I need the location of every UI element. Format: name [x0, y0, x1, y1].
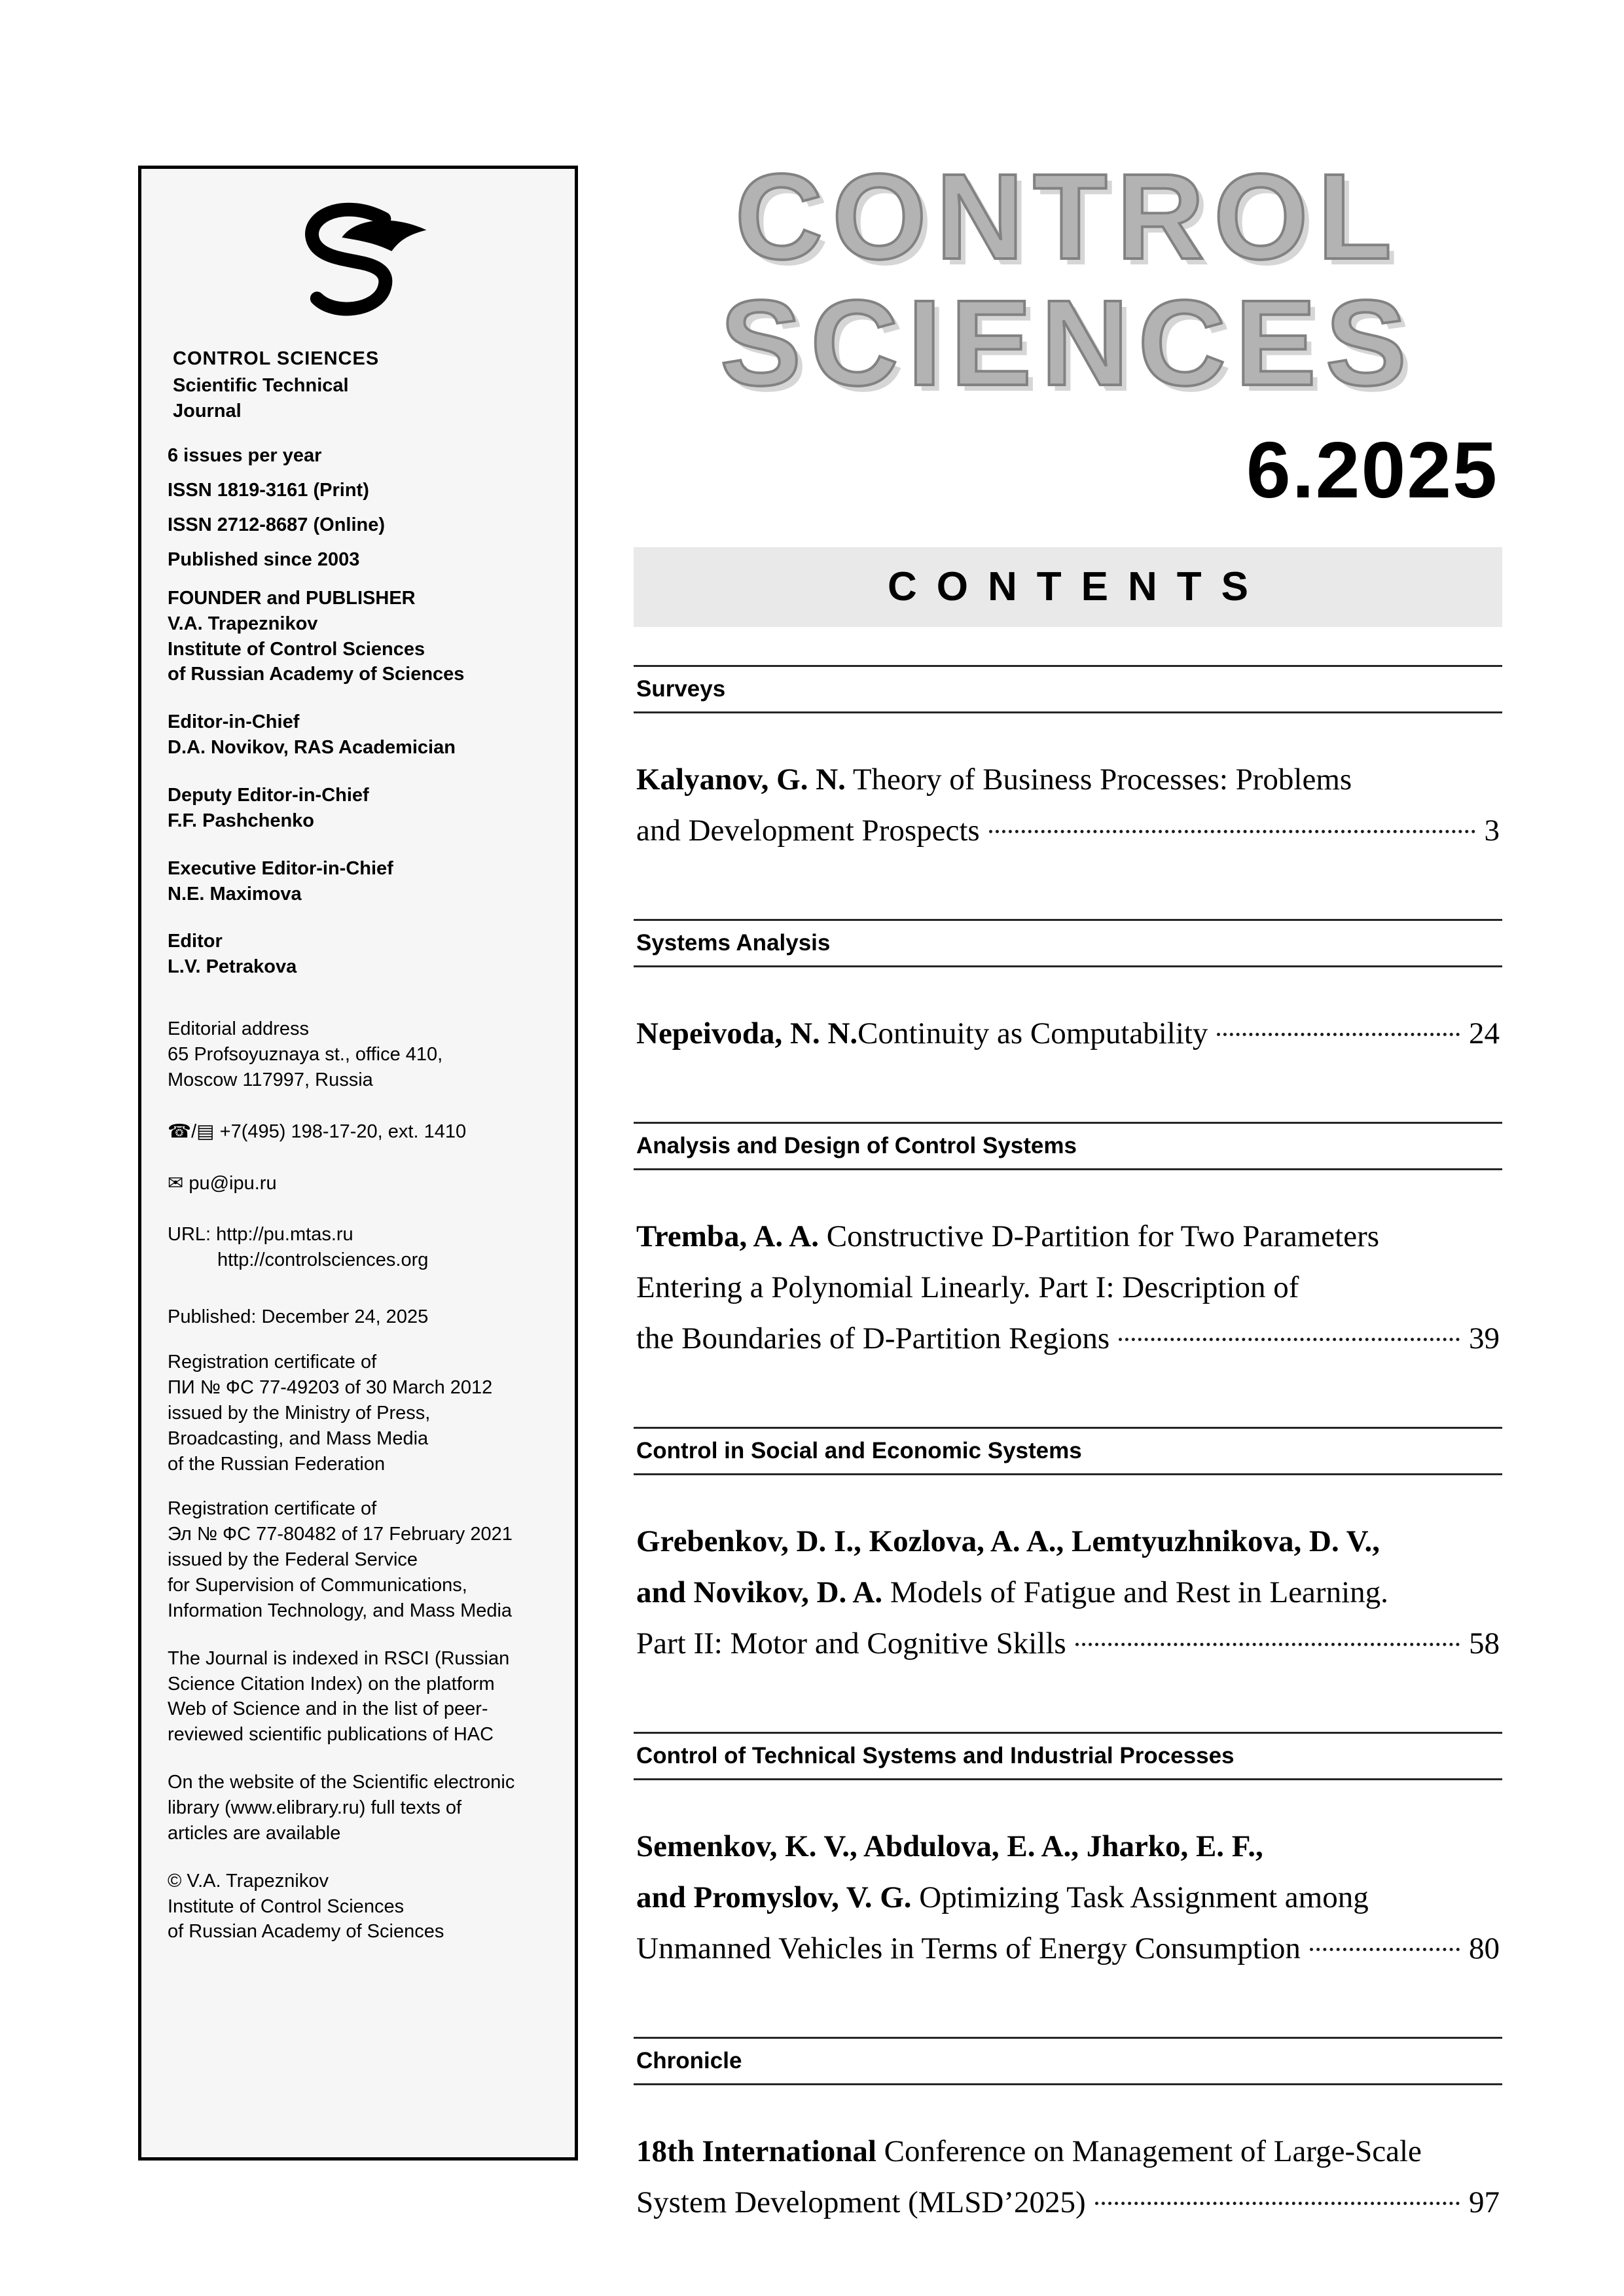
issues-per-year: 6 issues per year — [168, 445, 322, 467]
entry-title: Continuity as Computability — [857, 1016, 1208, 1050]
toc-entry — [634, 754, 1502, 856]
journal-name: CONTROL SCIENCES — [173, 348, 380, 369]
page-number: 97 — [1469, 2185, 1500, 2220]
entry-authors: and Novikov, D. A. — [636, 1575, 883, 1609]
toc-entry — [634, 1008, 1502, 1059]
toc-section-header — [634, 665, 1502, 713]
entry-title: Models of Fatigue and Rest in Learning. — [882, 1575, 1388, 1609]
toc-section-header — [634, 1427, 1502, 1475]
toc-section-label: Systems Analysis — [636, 929, 831, 956]
toc-section-header — [634, 919, 1502, 967]
entry-authors: Semenkov, K. V., Abdulova, E. A., Jharko, E. F., — [636, 1829, 1263, 1864]
editor-block: Editor L.V. Petrakova — [168, 931, 297, 978]
journal-info-sidebar — [138, 166, 578, 2161]
toc-section-header — [634, 1122, 1502, 1170]
toc-section-systems-analysis — [634, 919, 1502, 1059]
entry-title: Optimizing Task Assignment among — [911, 1880, 1369, 1915]
editor-in-chief-block: Editor-in-Chief D.A. Novikov, RAS Academician — [168, 711, 456, 759]
toc-section-header — [634, 2037, 1502, 2085]
toc-section-label: Analysis and Design of Control Systems — [636, 1132, 1077, 1158]
toc-entry — [634, 2126, 1502, 2228]
entry-title: the Boundaries of D-Partition Regions — [636, 1321, 1110, 1355]
toc-section-social-economic — [634, 1427, 1502, 1669]
entry-authors: 18th International — [636, 2134, 876, 2169]
toc-entry-line — [636, 1008, 1500, 1059]
dot-leader — [1217, 1033, 1460, 1036]
entry-authors: Nepeivoda, N. N. — [636, 1016, 858, 1050]
issn-online: ISSN 2712-8687 (Online) — [168, 514, 386, 536]
entry-title: Unmanned Vehicles in Terms of Energy Consumption — [636, 1931, 1301, 1966]
toc-entry-line — [636, 805, 1500, 856]
page-number: 39 — [1469, 1321, 1500, 1355]
indexing-note: The Journal is indexed in RSCI (Russian Science Citation Index) on the platform Web of Science and in the list of peer- reviewed scientific publications of HAC — [168, 1647, 510, 1746]
entry-title: Part II: Motor and Cognitive Skills — [636, 1626, 1066, 1660]
entry-authors: Kalyanov, G. N. — [636, 762, 846, 797]
journal-subtitle-line2: Journal — [173, 400, 242, 422]
journal-title-line2: SCIENCES — [720, 276, 1416, 412]
toc-section-label: Chronicle — [636, 2048, 742, 2074]
contents-heading — [634, 547, 1502, 627]
page-number: 58 — [1469, 1626, 1500, 1660]
editorial-address-block: Editorial address 65 Profsoyuznaya st., office 410, Moscow 117997, Russia — [168, 1018, 443, 1090]
toc-section-analysis-design — [634, 1122, 1502, 1364]
entry-title: Theory of Business Processes: Problems — [845, 762, 1352, 797]
toc-section-surveys — [634, 665, 1502, 856]
toc-section-chronicle — [634, 2037, 1502, 2228]
toc-entry-line — [636, 1262, 1500, 1313]
journal-subtitle-line1: Scientific Technical — [173, 374, 349, 396]
page-number: 3 — [1484, 813, 1500, 848]
published-since: Published since 2003 — [168, 549, 360, 571]
elibrary-note: On the website of the Scientific electronic library (www.elibrary.ru) full texts of articles are available — [168, 1772, 515, 1844]
entry-title: Constructive D-Partition for Two Parameters — [818, 1219, 1380, 1253]
registration-certificate-1: Registration certificate of ПИ № ФС 77-49203 of 30 March 2012 issued by the Ministry of Press, Broadcasting, and Mass Media of the Russian Federation — [168, 1352, 493, 1475]
journal-title — [634, 149, 1502, 412]
toc-entry-line — [636, 1821, 1500, 1872]
entry-title: System Development (MLSD’2025) — [636, 2185, 1086, 2220]
toc-entry-line — [636, 1618, 1500, 1669]
dot-leader — [1075, 1643, 1460, 1646]
dot-leader — [1310, 1948, 1460, 1951]
journal-title-line1: CONTROL — [734, 149, 1401, 285]
toc-section-label: Control in Social and Economic Systems — [636, 1437, 1082, 1463]
page-number: 80 — [1469, 1931, 1500, 1966]
entry-authors: Tremba, A. A. — [636, 1219, 819, 1253]
contents-column — [634, 0, 1502, 2228]
toc-entry — [634, 1516, 1502, 1669]
dot-leader — [989, 830, 1475, 833]
swallow-s-logo-icon — [273, 199, 443, 323]
deputy-editor-block: Deputy Editor-in-Chief F.F. Pashchenko — [168, 785, 369, 831]
journal-logo — [260, 199, 456, 331]
entry-title: Conference on Management of Large-Scale — [876, 2134, 1422, 2169]
toc-entry-line — [636, 2177, 1500, 2228]
toc-entry-line — [636, 1211, 1500, 1262]
toc-entry — [634, 1211, 1502, 1364]
toc-entry-line — [636, 1923, 1500, 1974]
phone-fax-line: ☎/▤ +7(495) 198-17-20, ext. 1410 — [168, 1121, 467, 1142]
toc-section-label: Surveys — [636, 675, 726, 702]
copyright-block: © V.A. Trapeznikov Institute of Control Sciences of Russian Academy of Sciences — [168, 1870, 444, 1943]
toc-entry-line — [636, 1313, 1500, 1364]
contents-heading-label: CONTENTS — [888, 564, 1268, 610]
executive-editor-block: Executive Editor-in-Chief N.E. Maximova — [168, 857, 393, 905]
page-number: 24 — [1469, 1016, 1500, 1050]
registration-certificate-2: Registration certificate of Эл № ФС 77-80482 of 17 February 2021 issued by the Federal Service for Supervision of Communications, Information Technology, and Mass Media — [168, 1498, 513, 1621]
issn-print: ISSN 1819-3161 (Print) — [168, 480, 369, 501]
url-block: URL: http://pu.mtas.ru http://controlsciences.org — [168, 1224, 429, 1271]
toc-entry-line — [636, 2126, 1500, 2177]
founder-block: FOUNDER and PUBLISHER V.A. Trapeznikov Institute of Control Sciences of Russian Academy of Sciences — [168, 587, 465, 685]
toc-entry-line — [636, 1567, 1500, 1618]
toc-entry — [634, 1821, 1502, 1974]
published-date: Published: December 24, 2025 — [168, 1306, 429, 1328]
entry-title: Entering a Polynomial Linearly. Part I: Description of — [636, 1270, 1299, 1304]
toc-entry-line — [636, 1516, 1500, 1567]
email-line: ✉ pu@ipu.ru — [168, 1172, 277, 1194]
entry-title: and Development Prospects — [636, 813, 980, 848]
entry-authors: and Promyslov, V. G. — [636, 1880, 912, 1915]
entry-authors: Grebenkov, D. I., Kozlova, A. A., Lemtyuzhnikova, D. V., — [636, 1524, 1380, 1558]
toc-section-technical-industrial — [634, 1732, 1502, 1974]
dot-leader — [1095, 2202, 1460, 2205]
toc-section-label: Control of Technical Systems and Industrial Processes — [636, 1743, 1235, 1769]
dot-leader — [1119, 1338, 1460, 1341]
toc-entry-line — [636, 754, 1500, 805]
toc-entry-line — [636, 1872, 1500, 1923]
issue-number: 6.2025 — [1246, 425, 1498, 514]
toc-section-header — [634, 1732, 1502, 1780]
